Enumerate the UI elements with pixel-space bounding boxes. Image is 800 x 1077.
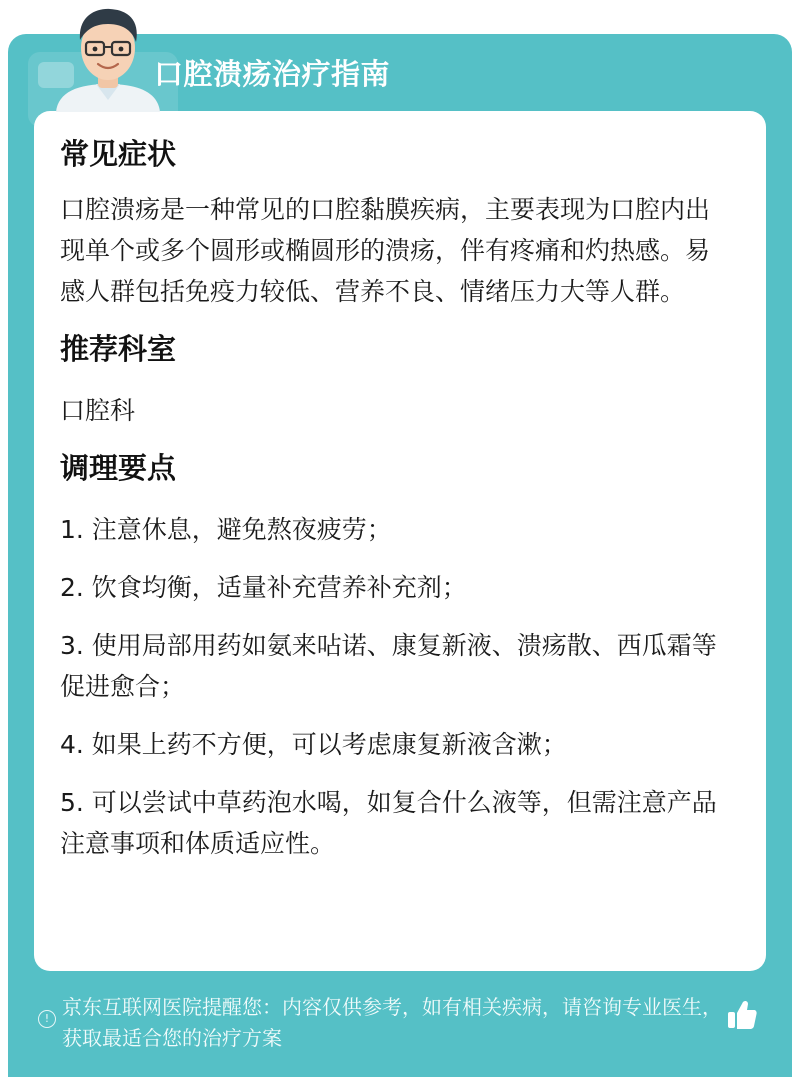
list-item: 5. 可以尝试中草药泡水喝，如复合什么液等，但需注意产品注意事项和体质适应性。 xyxy=(60,788,717,858)
info-icon: ! xyxy=(38,1010,56,1028)
list-item: 3. 使用局部用药如氨来呫诺、康复新液、溃疡散、西瓜霜等促进愈合； xyxy=(60,631,717,701)
footer-notice-text: 京东互联网医院提醒您：内容仅供参考，如有相关疾病，请咨询专业医生，获取最适合您的治疗方案 xyxy=(62,995,722,1050)
list-item: 4. 如果上药不方便，可以考虑康复新液含漱； xyxy=(60,730,567,759)
list-item: 2. 饮食均衡，适量补充营养补充剂； xyxy=(60,573,467,602)
symptoms-text: 口腔溃疡是一种常见的口腔黏膜疾病，主要表现为口腔内出现单个或多个圆形或椭圆形的溃疡，伴有疼痛和灼热感。易感人群包括免疫力较低、营养不良、情绪压力大等人群。 xyxy=(60,195,711,306)
content-body xyxy=(60,133,730,881)
department-text: 口腔科 xyxy=(60,396,136,425)
thumbs-up-icon[interactable] xyxy=(725,998,759,1032)
footer-notice xyxy=(8,984,792,1074)
list-item: 1. 注意休息，避免熬夜疲劳； xyxy=(60,515,392,544)
guide-panel xyxy=(8,34,792,1077)
section-title-symptoms: 常见症状 xyxy=(60,137,177,171)
doctor-avatar xyxy=(48,0,168,112)
care-list xyxy=(60,509,730,864)
page-title: 口腔溃疡治疗指南 xyxy=(154,57,391,91)
section-title-care: 调理要点 xyxy=(60,451,177,485)
section-title-department: 推荐科室 xyxy=(60,332,177,366)
content-card xyxy=(34,111,766,971)
